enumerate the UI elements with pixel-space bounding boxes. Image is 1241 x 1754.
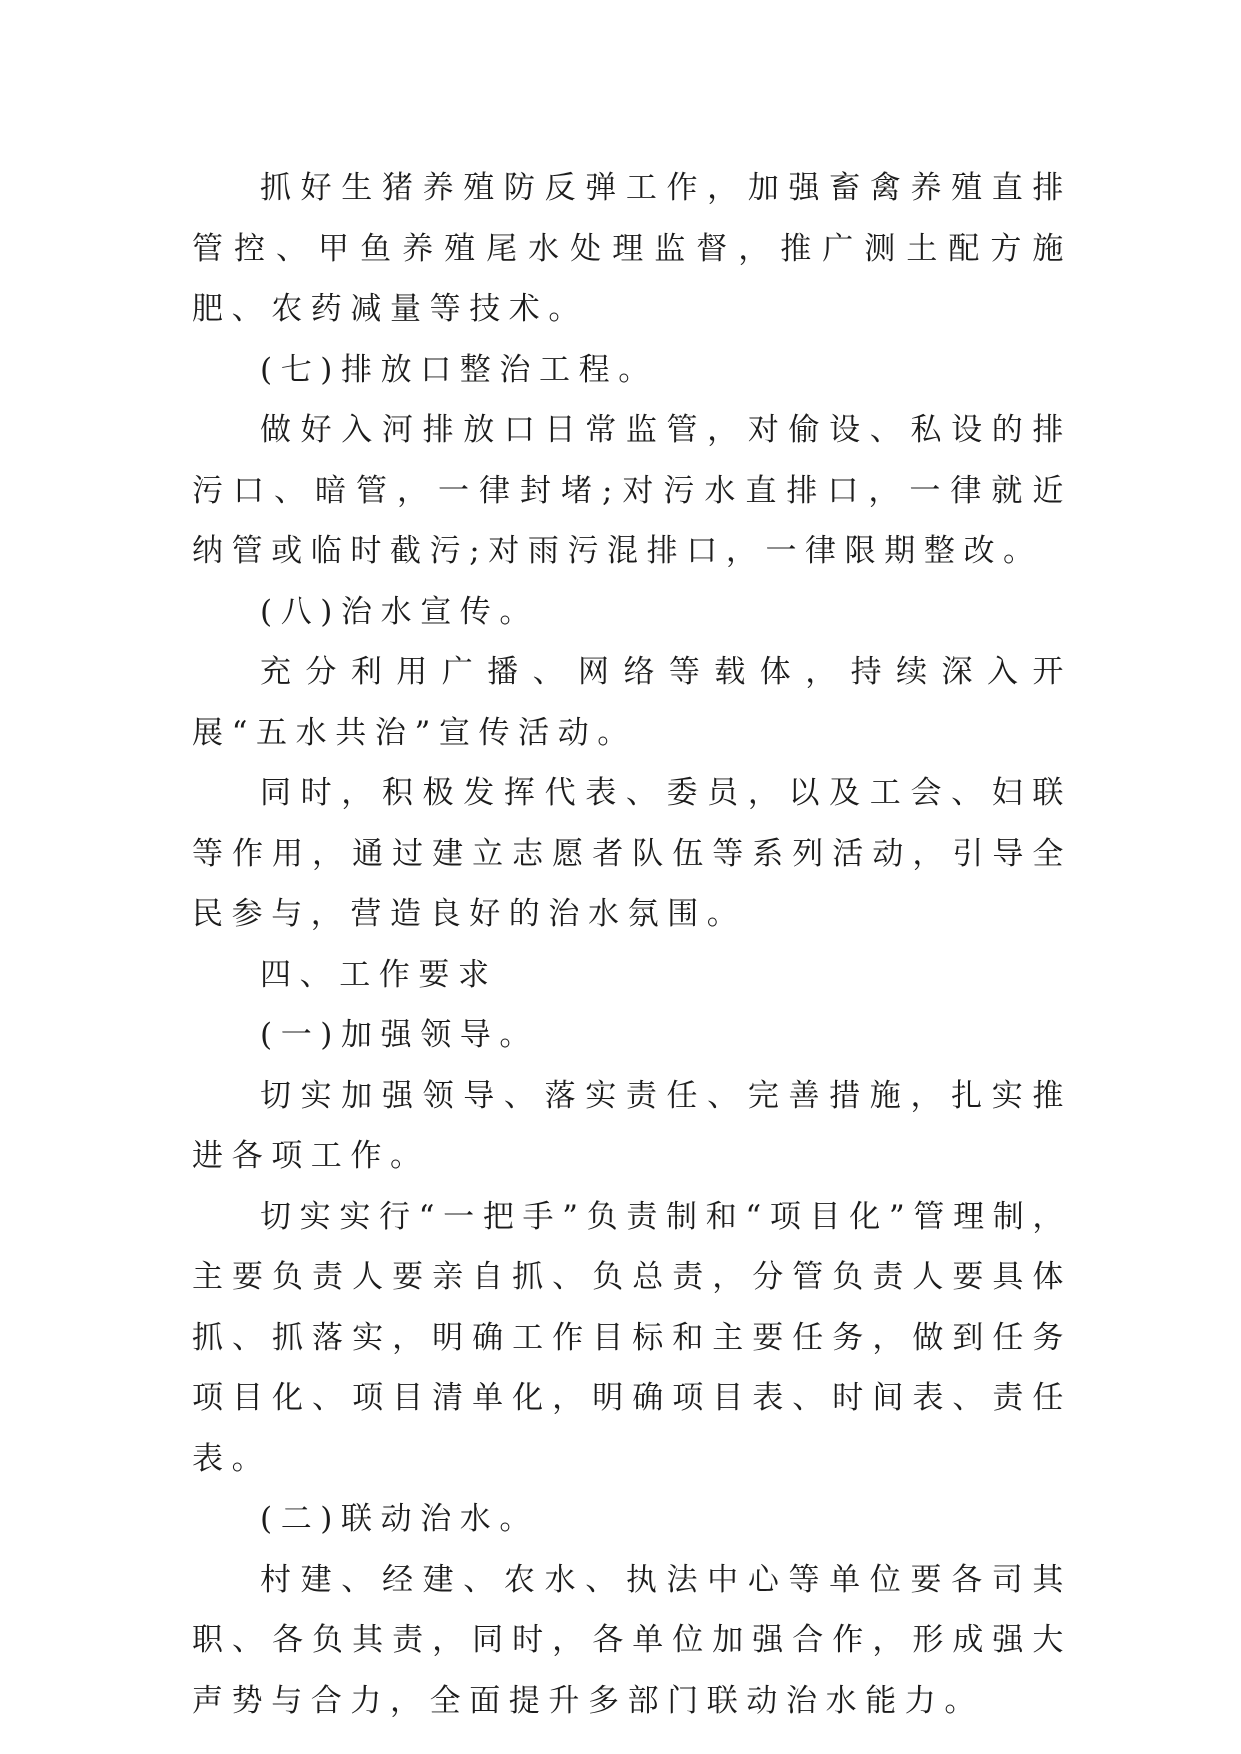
heading-water-publicity: (八)治水宣传。: [260, 593, 539, 630]
paragraph-publicity-activities: 充分利用广播、网络等载体，持续深入开展“五水共治”宣传活动。: [192, 654, 1072, 751]
heading-joint-governance: (二)联动治水。: [260, 1501, 539, 1537]
document-body: [192, 158, 1072, 1731]
section-heading-work-requirements: 四、工作要求: [260, 956, 498, 993]
paragraph-leadership-measures: 切实加强领导、落实责任、完善措施，扎实推进各项工作。: [192, 1077, 1072, 1174]
paragraph-joint-governance: 村建、经建、农水、执法中心等单位要各司其职、各负其责，同时，各单位加强合作，形成强大声势与合力，全面提升多部门联动治水能力。: [192, 1561, 1072, 1719]
paragraph-public-participation: 同时，积极发挥代表、委员，以及工会、妇联等作用，通过建立志愿者队伍等系列活动，引导全民参与，营造良好的治水氛围。: [192, 775, 1072, 932]
heading-strengthen-leadership: (一)加强领导。: [260, 1017, 539, 1053]
heading-outfall-remediation: (七)排放口整治工程。: [260, 351, 658, 388]
paragraph-outfall-supervision: 做好入河排放口日常监管，对偷设、私设的排污口、暗管，一律封堵;对污水直排口，一律就近纳管或临时截污;对雨污混排口，一律限期整改。: [192, 412, 1072, 569]
paragraph-responsibility-system: 切实实行“一把手”负责制和“项目化”管理制，主要负责人要亲自抓、负总责，分管负责人要具体抓、抓落实，明确工作目标和主要任务，做到任务项目化、项目清单化，明确项目表、时间表、责任表。: [192, 1198, 1072, 1477]
paragraph-pig-farming: 抓好生猪养殖防反弹工作，加强畜禽养殖直排管控、甲鱼养殖尾水处理监督，推广测土配方施肥、农药减量等技术。: [192, 170, 1072, 327]
